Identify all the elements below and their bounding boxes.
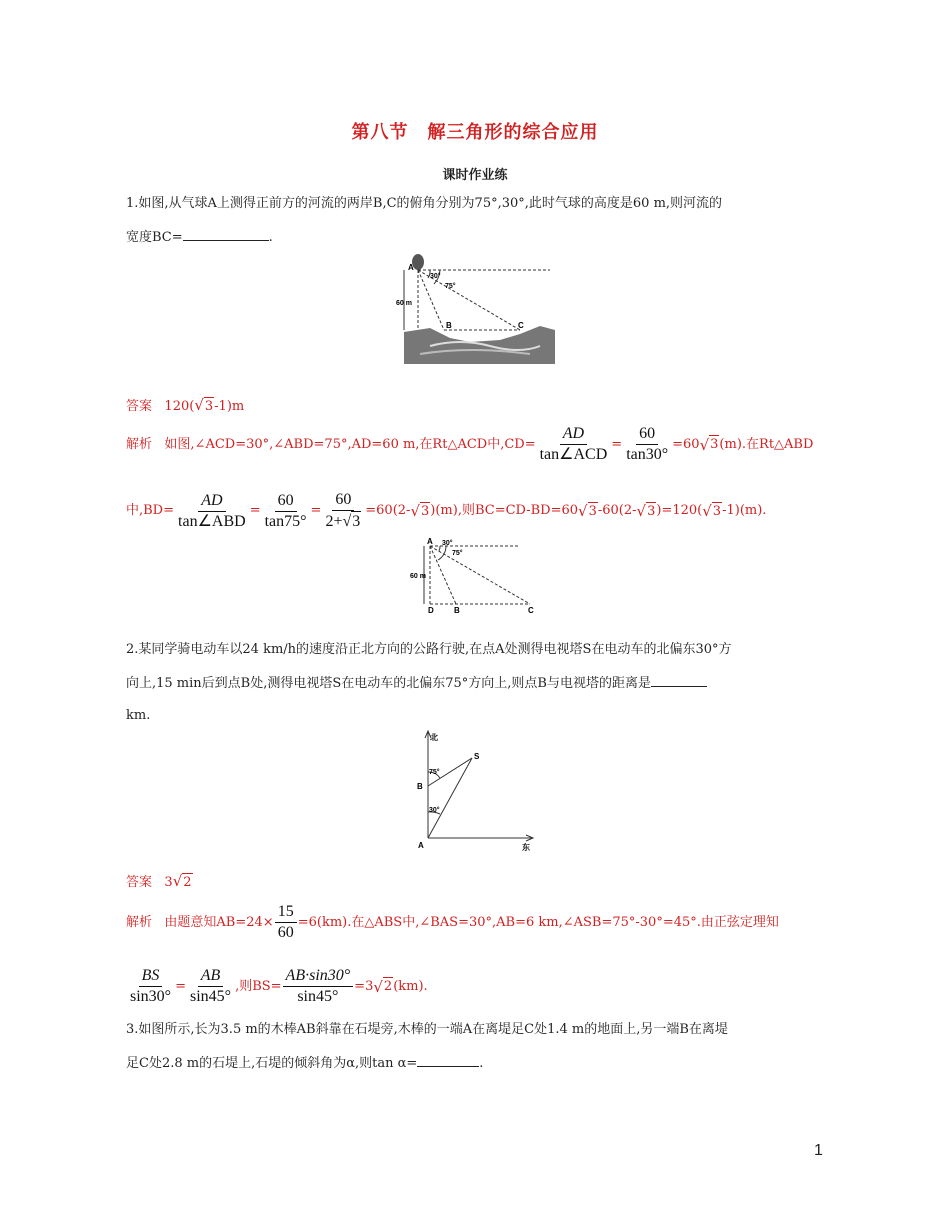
q2-text-line2: 向上,15 min后到点B处,测得电视塔S在电动车的北偏东75°方向上,则点B与电视塔的距离是 bbox=[126, 674, 707, 693]
q1-text-line2: 宽度BC= . bbox=[126, 230, 273, 245]
label-75: 75° bbox=[452, 550, 463, 557]
q2-figure-bearing bbox=[408, 728, 538, 852]
label-S: S bbox=[474, 752, 480, 761]
q2-solution-line2: $\frac{BS}{\sin 30^\circ}$ = $\frac{AB}{\sin 45^\circ}$ ,则BS= $\frac{AB\cdot\sin 30^\circ}{\sin 45^\circ}$ =3 √ 2 (km). bbox=[130, 967, 428, 1005]
q3-text-line2: 足C处2.8 m的石堤上,石堤的倾斜角为α,则tan α= . bbox=[126, 1056, 484, 1071]
label-30: 30° bbox=[430, 273, 441, 280]
q2-answer-blank bbox=[651, 674, 707, 687]
balloon-icon bbox=[412, 254, 424, 270]
label-A: A bbox=[408, 263, 414, 272]
label-A: A bbox=[427, 537, 433, 546]
label-D: D bbox=[428, 606, 434, 614]
q1-answer: 答案 120(√3-1)m bbox=[126, 396, 245, 414]
q2-text-line3: km. bbox=[126, 708, 151, 723]
label-B: B bbox=[454, 606, 460, 614]
label-north: 北 bbox=[430, 733, 438, 742]
label-B: B bbox=[417, 782, 423, 791]
q1-figure-triangles bbox=[410, 534, 550, 614]
label-height: 60 m bbox=[396, 300, 412, 307]
label-height: 60 m bbox=[410, 573, 426, 580]
label-east: 东 bbox=[522, 843, 530, 852]
q1-solution-line2: 中,BD= $\frac{AD}{\text{tan∠ABD}}$ = $\frac{60}{\tan 75^\circ}$ = $\frac{60}{2+√3}$ =60(2- √ 3 )(m),则BC=CD-BD=60 √ 3 -60(2- √ 3 )=120( √ 3 -1)(m). bbox=[126, 491, 767, 530]
label-30: 30° bbox=[429, 807, 440, 814]
q3-text-line1: 3.如图所示,长为3.5 m的木棒AB斜靠在石堤旁,木棒的一端A在离堤足C处1.4 m的地面上,另一端B在离堤 bbox=[126, 1022, 728, 1037]
label-C: C bbox=[528, 606, 534, 614]
label-C: C bbox=[518, 321, 524, 330]
q1-answer-blank bbox=[183, 228, 269, 241]
label-75: 75° bbox=[429, 769, 440, 776]
q2-text-line1: 2.某同学骑电动车以24 km/h的速度沿正北方向的公路行驶,在点A处测得电视塔S在电动车的北偏东30°方 bbox=[126, 642, 732, 657]
q1-solution-line1: 解析 如图,∠ACD=30°,∠ABD=75°,AD=60 m,在Rt△ACD中,CD= $\frac{AD}{\text{tan∠ACD}}$ = $\frac{60}{\tan 30^\circ}$ =60 √ 3 (m).在Rt△ABD bbox=[126, 425, 814, 463]
page-subtitle: 课时作业练 bbox=[442, 168, 508, 183]
page-title: 第八节 解三角形的综合应用 bbox=[351, 122, 599, 143]
label-75: 75° bbox=[445, 283, 456, 290]
q1-figure-balloon bbox=[390, 250, 560, 368]
label-A: A bbox=[418, 841, 424, 850]
q2-answer: 答案 3√2 bbox=[126, 872, 192, 890]
q3-answer-blank bbox=[417, 1054, 479, 1067]
q2-solution-line1: 解析 由题意知AB=24× $\frac{15}{60}$ =6(km).在△ABS中,∠BAS=30°,AB=6 km,∠ASB=75°-30°=45°.由正弦定理知 bbox=[126, 903, 779, 941]
label-B: B bbox=[446, 321, 452, 330]
label-30: 30° bbox=[442, 540, 453, 547]
page-number: 1 bbox=[814, 1142, 823, 1159]
q1-text-line1: 1.如图,从气球A上测得正前方的河流的两岸B,C的俯角分别为75°,30°,此时气球的高度是60 m,则河流的 bbox=[126, 196, 723, 211]
